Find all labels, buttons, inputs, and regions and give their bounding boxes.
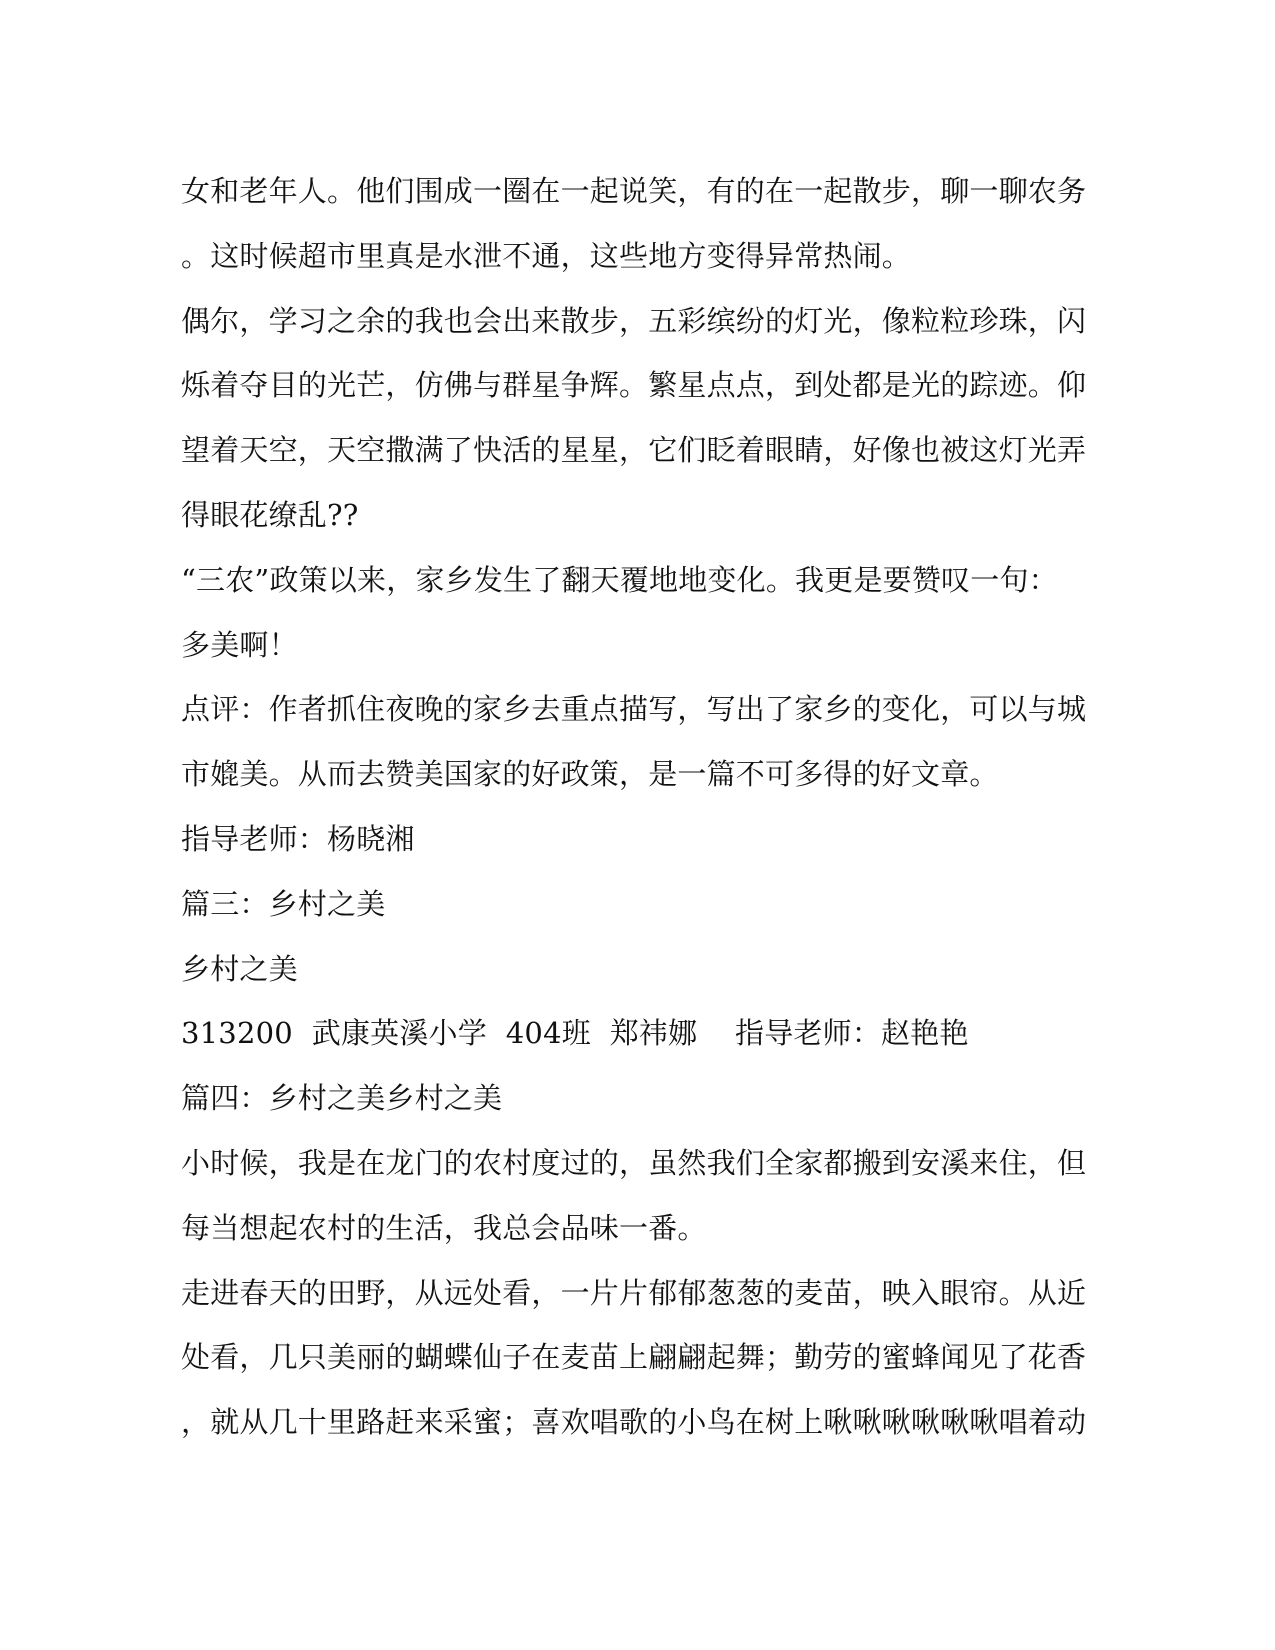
text-line: 偶尔，学习之余的我也会出来散步，五彩缤纷的灯光，像粒粒珍珠，闪 (181, 303, 1087, 338)
text-line: 得眼花缭乱?? (181, 497, 359, 532)
text-line: 烁着夺目的光芒，仿佛与群星争辉。繁星点点，到处都是光的踪迹。仰 (181, 368, 1087, 403)
document-body (181, 159, 1096, 1455)
text-line: 点评：作者抓住夜晚的家乡去重点描写，写出了家乡的变化，可以与城 (181, 692, 1087, 727)
text-line: 走进春天的田野，从远处看，一片片郁郁葱葱的麦苗，映入眼帘。从近 (181, 1275, 1087, 1310)
text-line: 指导老师：杨晓湘 (181, 821, 415, 856)
section-heading: 篇四：乡村之美乡村之美 (181, 1081, 503, 1116)
text-line: 。这时候超市里真是水泄不通，这些地方变得异常热闹。 (181, 238, 912, 273)
text-line: ，就从几十里路赶来采蜜；喜欢唱歌的小鸟在树上啾啾啾啾啾啾唱着动 (181, 1405, 1087, 1440)
text-line: 多美啊！ (181, 627, 298, 662)
text-line: 市媲美。从而去赞美国家的好政策，是一篇不可多得的好文章。 (181, 757, 999, 792)
section-heading: 篇三：乡村之美 (181, 886, 386, 921)
text-line: 望着天空，天空撒满了快活的星星，它们眨着眼睛，好像也被这灯光弄 (181, 433, 1087, 468)
text-line: “三农”政策以来，家乡发生了翻天覆地地变化。我更是要赞叹一句： (181, 562, 1058, 597)
article-title: 乡村之美 (181, 951, 298, 986)
text-line: 女和老年人。他们围成一圈在一起说笑，有的在一起散步，聊一聊农务 (181, 174, 1087, 208)
text-line: 处看，几只美丽的蝴蝶仙子在麦苗上翩翩起舞；勤劳的蜜蜂闻见了花香 (181, 1340, 1087, 1375)
author-line: 313200 武康英溪小学 404班 郑祎娜 指导老师：赵艳艳 (181, 1016, 969, 1051)
text-line: 小时候，我是在龙门的农村度过的，虽然我们全家都搬到安溪来住，但 (181, 1145, 1087, 1180)
text-line: 每当想起农村的生活，我总会品味一番。 (181, 1210, 707, 1245)
